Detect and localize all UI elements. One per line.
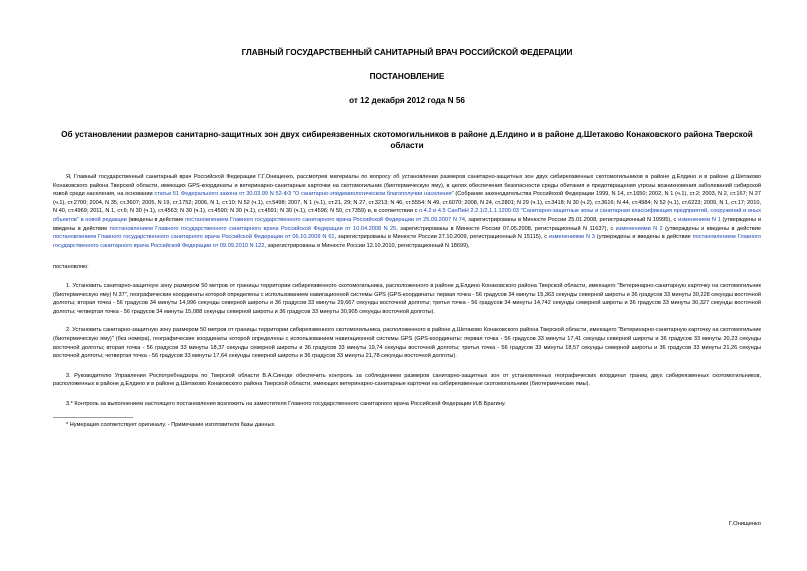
preamble-text: , зарегистрированы в Минюсте России 27.10.2009, регистрационный N 15115), с	[334, 234, 549, 241]
preamble-text: (введены в действие	[126, 216, 186, 223]
preamble-paragraph	[53, 173, 761, 250]
link-resolution-61[interactable]: постановлением Главного государственного санитарного врача Российской Федерации от 06.10.2009 N 61	[53, 234, 335, 241]
item-2: 2. Установить санитарно-защитную зону размером 50 метров от границы территории сибиреязвенного скотомогильника, расположенного в районе д.Шетаково Конаковского района Тверской области, имеющего "Ветеринарно-санитарную карточку на скотомогильник (биотермическую яму)" (без номера), географические координаты которой определены с использованием навигационной системы GPS (GPS-координаты: первая точка - 56 градусов 33 минуты 17,41 секунды северной широты и 36 градусов 33 минуты 20,23 секунды восточной долготы; вторая точка - 56 градусов 33 минуты 18,37 секунды северной широты и 36 градусов 33 минуты 19,74 секунды восточной долготы; третья точка - 56 градусов 33 минуты 18,57 секунды северной широты и 36 градусов 33 минуты 21,26 секунды восточной долготы; четвертая точка - 56 градусов 33 минуты 17,64 секунды северной широты и 36 градусов 33 минуты 21,78 секунды восточной долготы).	[53, 327, 761, 360]
preamble-text: , зарегистрированы в Минюсте России 07.05.2008, регистрационный N 11637), с	[396, 225, 616, 232]
preamble-text: (утверждены и введены в действие	[662, 225, 761, 232]
document-date: от 12 декабря 2012 года N 56	[349, 96, 465, 105]
document-title: Об установлении размеров санитарно-защитных зон двух сибиреязвенных скотомогильников в районе д.Елдино и в районе д.Шетаково Конаковского района Тверской области	[61, 130, 753, 150]
footnote-divider	[53, 417, 133, 418]
link-resolution-74[interactable]: постановлением Главного государственного санитарного врача Российской Федерации от 25.09.2007 N 74	[185, 216, 465, 223]
preamble-text: , зарегистрированы в Минюсте России 12.10.2010, регистрационный N 18699),	[264, 242, 470, 249]
preamble-text: Я, Главный государственный санитарный врач Российской Федерации Г.Г.Онищенко, рассмотрев материалы по вопросу об установлении размеров санитарно-защитных зон двух сибиреязвенных скотомогильников в районе д.Елдино и в районе д.Шетаково Конаковского района Тверской области, имеющих GPS-координаты и ветеринарно-санитарные карточки на скотомогильник (биотермическую яму), в целях обеспечения безопасности среды обитания и предотвращения угрозы возникновения заболеваний сибирской язвой среди населения, на основании	[53, 174, 761, 198]
link-resolution-25[interactable]: постановлением Главного государственного санитарного врача Российской Федерации от 10.04.2008 N 25	[109, 225, 397, 232]
link-resolution-122[interactable]: постановлением Главного государственного санитарного врача Российской Федерации от 09.09.2010 N 122	[53, 234, 761, 249]
decree-word: постановляю:	[53, 264, 89, 271]
signature: Г.Онищенко	[729, 521, 761, 527]
link-sanpin-clauses[interactable]: п.4.2 и 4.5 СанПиН 2.2.1/2.1.1.1200-03 "Санитарно-защитные зоны и санитарная классификация предприятий, сооружений и иных объектов" в новой редакции	[53, 208, 761, 223]
item-1: 1. Установить санитарно-защитную зону размером 50 метров от границы территории сибиреязвенного скотомогильника, расположенного в районе д.Елдино Конаковского района Тверской области, имеющего "Ветеринарно-санитарную карточку на скотомогильник (биотермическую яму) N 37", географические координаты которой определены с использованием навигационной системы GPS (GPS-координаты: первая точка - 56 градусов 34 минуты 15,363 секунды северной широты и 36 градусов 33 минуты 30,228 секунды восточной долготы; вторая точка - 56 градусов 34 минуты 14,996 секунды северной широты и 36 градусов 33 минуты 29,667 секунды восточной долготы; третья точка - 56 градусов 34 минуты 14,742 секунды северной широты и 36 градусов 33 минуты 30,327 секунды восточной долготы; четвертая точка - 56 градусов 34 минуты 15,088 секунды северной широты и 36 градусов 33 минуты 30,905 секунды восточной долготы).	[53, 282, 761, 315]
link-amendment-3[interactable]: изменениями N 3	[548, 234, 595, 241]
issuing-authority: ГЛАВНЫЙ ГОСУДАРСТВЕННЫЙ САНИТАРНЫЙ ВРАЧ РОССИЙСКОЙ ФЕДЕРАЦИИ	[241, 48, 573, 57]
document-type: ПОСТАНОВЛЕНИЕ	[369, 72, 445, 81]
preamble-text: (утверждены и введены в действие	[594, 234, 693, 241]
item-3: 3. Руководителю Управления Роспотребнадзора по Тверской области В.А.Синоде обеспечить контроль за соблюдением размеров санитарно-защитных зон от установленных географических координат границ двух сибиреязвенных скотомогильников, расположенных в районе д.Елдино и в районе д.Шетаково Конаковского района Тверской области, имеющих ветеринарно-санитарные карточки на сибиреязвенные скотомогильники (биотермические ямы).	[53, 372, 761, 388]
item-3-star: 3.* Контроль за выполнением настоящего постановления возложить на заместителя Главного государственного санитарного врача Российской Федерации И.В.Брагину.	[66, 400, 506, 407]
footnote: * Нумерация соответствует оригиналу. - Примечание изготовителя базы данных.	[66, 422, 276, 429]
preamble-text: (утверждены и введены в действие	[53, 216, 761, 232]
link-federal-law-52[interactable]: статьи 51 Федерального закона от 30.03.99 N 52-ФЗ "О санитарно-эпидемиологическом благополучии населения"	[154, 191, 454, 198]
link-amendment-2[interactable]: изменениями N 2	[615, 225, 663, 232]
link-amendment-1[interactable]: изменением N 1	[678, 216, 721, 223]
preamble-text: (Собрание законодательства Российской Федерации 1999, N 14, ст.1650; 2002, N 1 (ч.1), ст.2; 2003, N 2, ст.167; N 27 (ч.1), ст.2700; 2004, N 35, ст.3607; 2005, N 19, ст.1752; 2006, N 1, ст.10; N 52 (ч.1), ст.5498; 2007, N 1 (ч.1), ст.21, 29; N 27, ст.3213; N 46, ст.5554; N 49, ст.6070; 2008, N 24, ст.2801; N 29 (ч.1), ст.3418; N 30 (ч.2), ст.3616; N 44, ст.4984; N 52 (ч.1), ст.6223; 2009, N 1, ст.17; 2010, N 40, ст.4969; 2011, N 1, ст.6; N 30 (ч.1), ст.4563; N 30 (ч.1), ст.4590; N 30 (ч.1), ст.4591; N 30 (ч.1), ст.4596; N 50, ст.7359) и, в соответствии с	[53, 191, 761, 215]
preamble-text: , зарегистрированы в Минюсте России 25.01.2008, регистрационный N 10995), с	[464, 216, 679, 223]
